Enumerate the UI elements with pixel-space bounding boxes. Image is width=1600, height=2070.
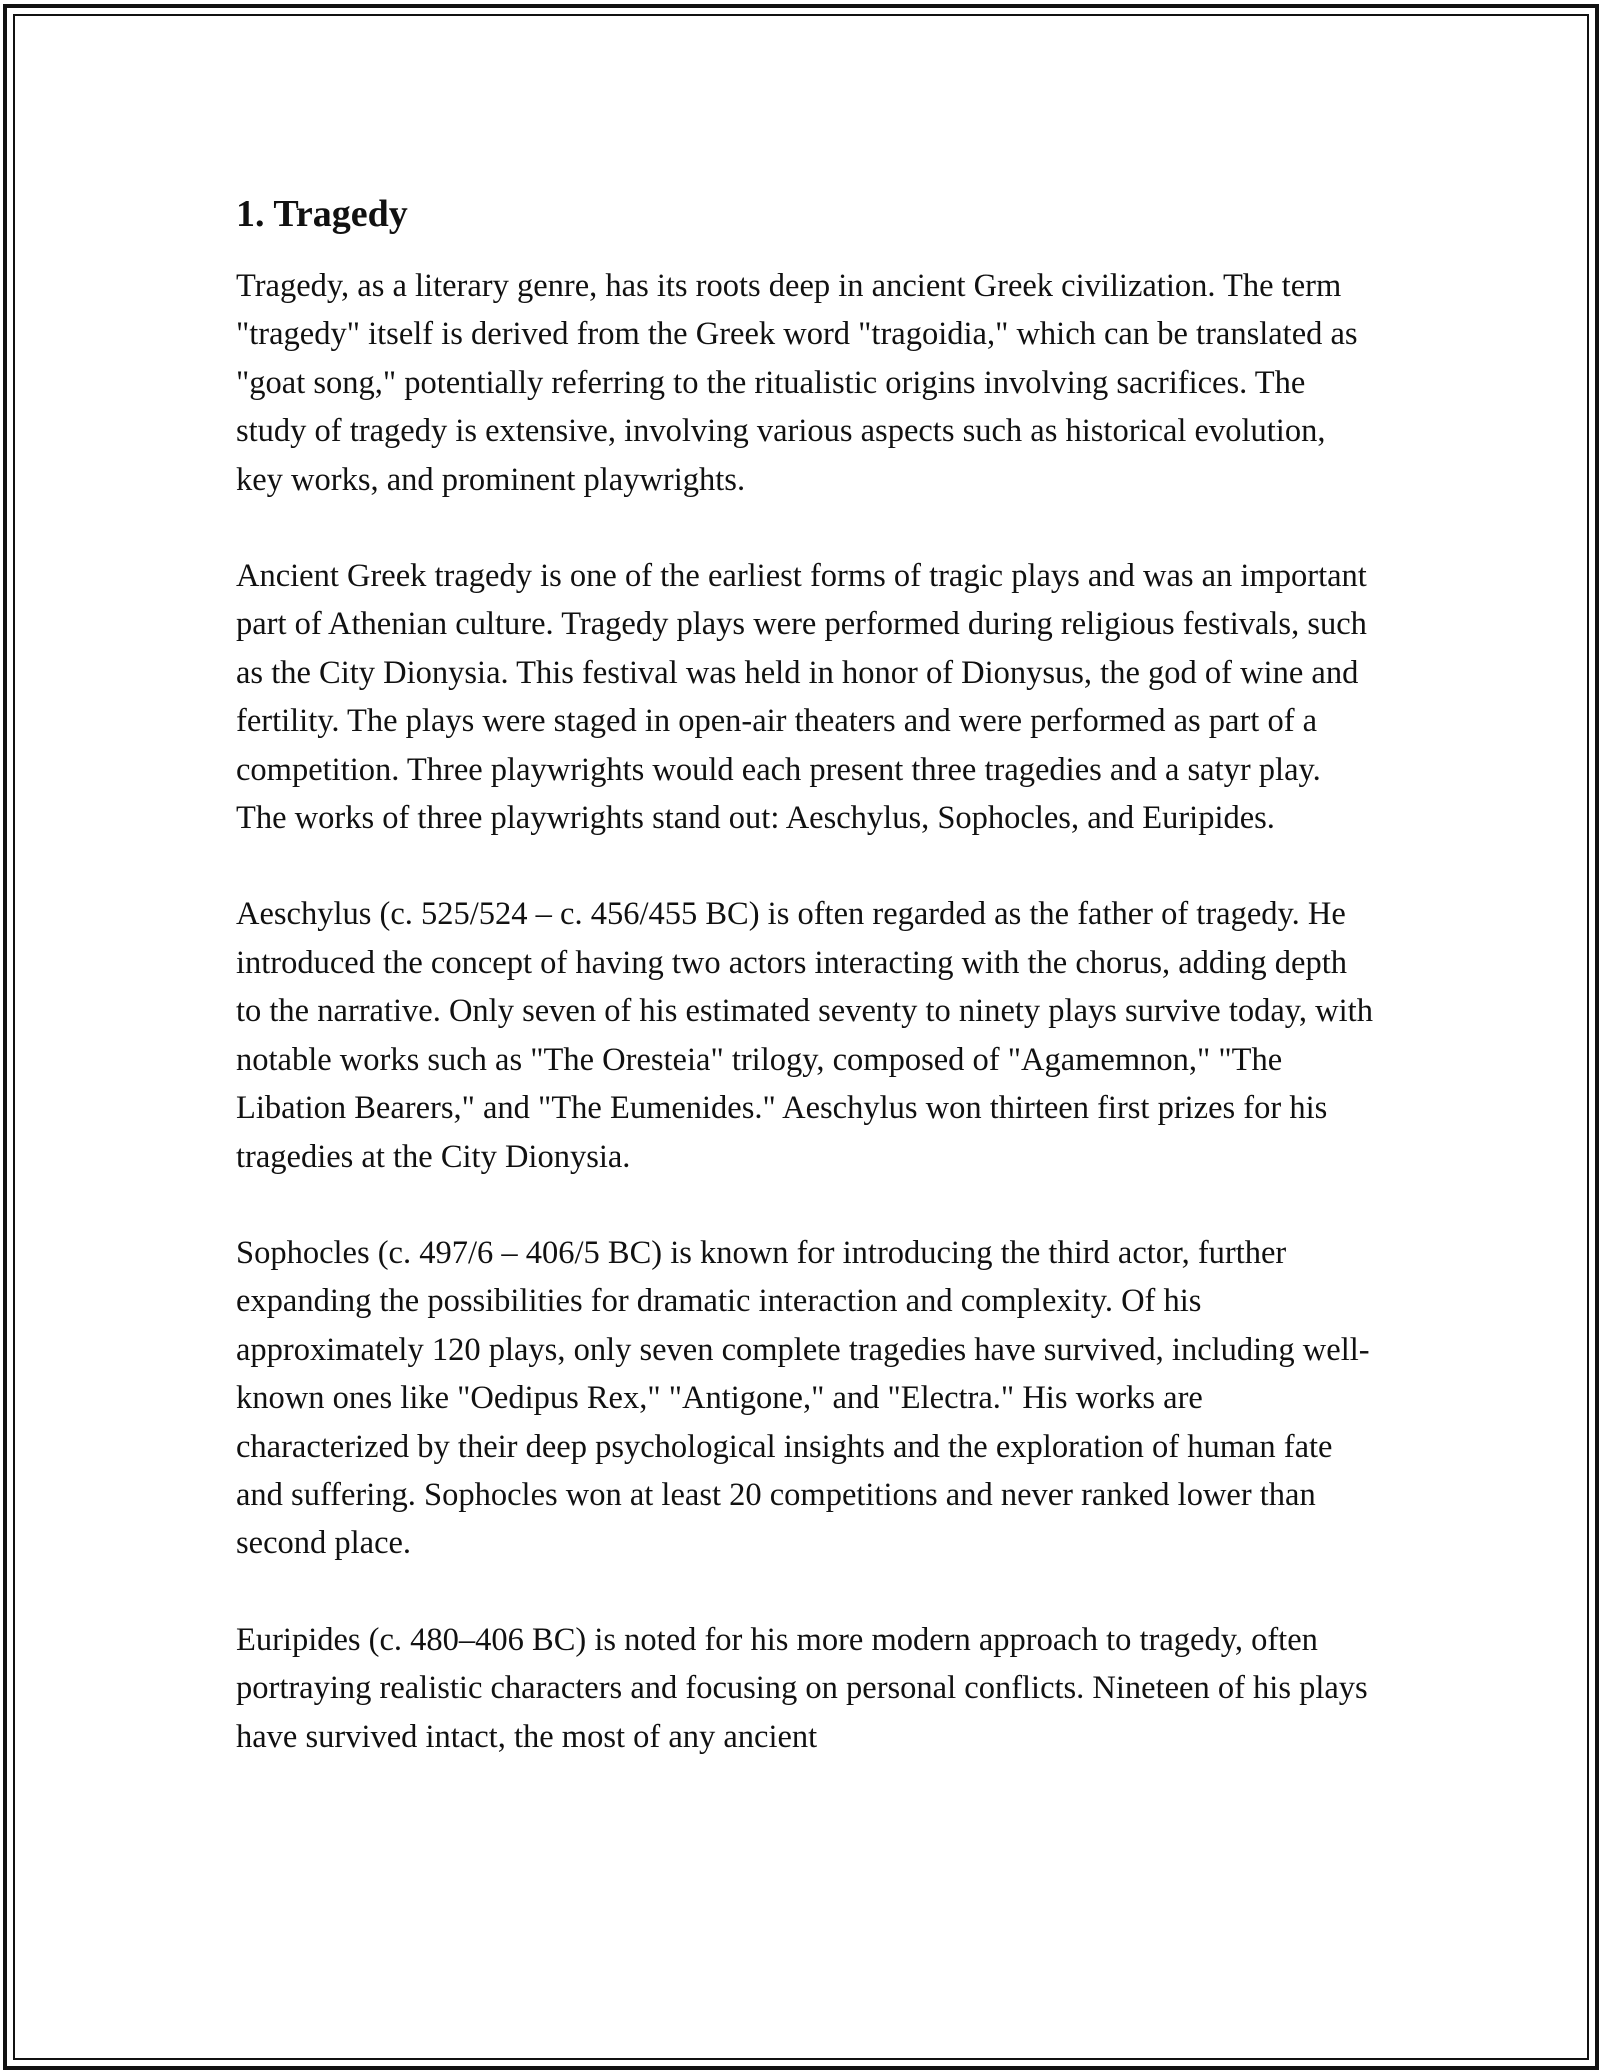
section-heading: 1. Tragedy <box>236 193 408 235</box>
paragraph-aeschylus: Aeschylus (c. 525/524 – c. 456/455 BC) is often regarded as the father of tragedy. He introduced the concept of having two actors interacting with the chorus, adding depth to the narrative. Only seven of his estimated seventy to ninety plays survive today, with notable works such as "The Oresteia" trilogy, composed of "Agamemnon," "The Libation Bearers," and "The Eumenides." Aeschylus won thirteen first prizes for his tragedies at the City Dionysia. <box>236 896 1373 1175</box>
paragraph-sophocles: Sophocles (c. 497/6 – 406/5 BC) is known for introducing the third actor, further expanding the possibilities for dramatic interaction and complexity. Of his approximately 120 plays, only seven complete tragedies have survived, including well-known ones like "Oedipus Rex," "Antigone," and "Electra." His works are characterized by their deep psychological insights and the exploration of human fate and suffering. Sophocles won at least 20 competitions and never ranked lower than second place. <box>236 1234 1370 1562</box>
paragraph-euripides: Euripides (c. 480–406 BC) is noted for his more modern approach to tragedy, often portraying realistic characters and focusing on personal conflicts. Nineteen of his plays have survived intact, the most of any ancient <box>236 1621 1368 1755</box>
paragraph-ancient-greek-tragedy: Ancient Greek tragedy is one of the earliest forms of tragic plays and was an important part of Athenian culture. Tragedy plays were performed during religious festivals, such as the City Dionysia. This festival was held in honor of Dionysus, the god of wine and fertility. The plays were staged in open-air theaters and were performed as part of a competition. Three playwrights would each present three tragedies and a satyr play. The works of three playwrights stand out: Aeschylus, Sophocles, and Euripides. <box>236 558 1367 837</box>
paragraph-introduction: Tragedy, as a literary genre, has its roots deep in ancient Greek civilization. The term "tragedy" itself is derived from the Greek word "tragoidia," which can be translated as "goat song," potentially referring to the ritualistic origins involving sacrifices. The study of tragedy is extensive, involving various aspects such as historical evolution, key works, and prominent playwrights. <box>236 268 1358 498</box>
document-body <box>236 186 1376 1761</box>
